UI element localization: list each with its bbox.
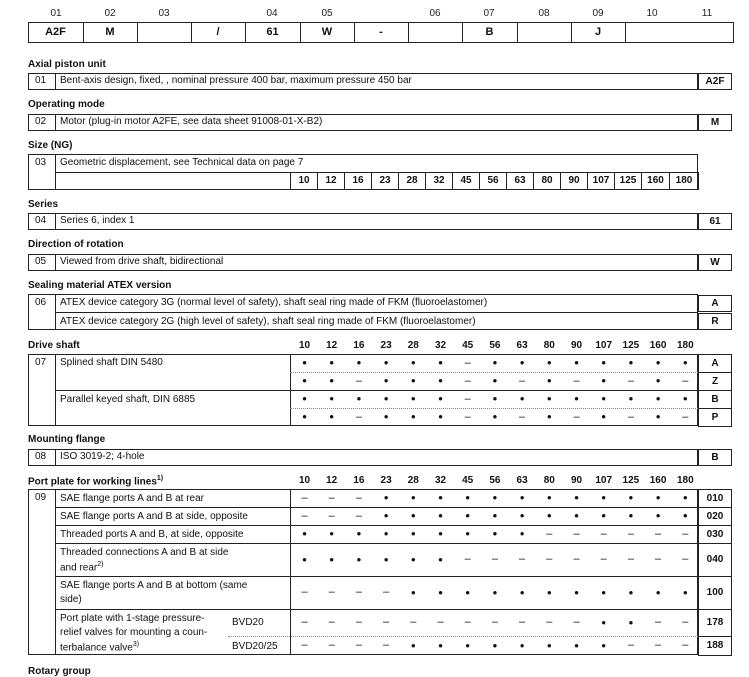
size-column-header: 56 <box>489 340 501 351</box>
available-mark: • <box>547 373 552 388</box>
available-mark: • <box>547 409 552 424</box>
available-mark: • <box>547 638 552 653</box>
size-value: 56 <box>479 172 507 190</box>
available-mark: • <box>601 373 606 388</box>
valve-label-line3 <box>60 641 139 653</box>
port-option-label: Threaded ports A and B, at side, opposite <box>60 529 244 540</box>
available-mark: • <box>329 373 334 388</box>
size-column-header: 28 <box>407 340 419 351</box>
available-mark: • <box>438 490 443 505</box>
available-mark: • <box>492 585 498 600</box>
available-mark: • <box>574 638 579 653</box>
available-mark: • <box>547 355 552 370</box>
available-mark: • <box>628 355 634 370</box>
option-code: W <box>698 254 732 271</box>
available-mark: • <box>492 391 498 406</box>
unavailable-mark: – <box>546 616 553 628</box>
code-value: J <box>594 26 602 38</box>
row-number: 05 <box>34 256 47 267</box>
code-value: W <box>321 26 333 38</box>
available-mark: • <box>655 508 661 523</box>
option-code: 010 <box>698 489 732 508</box>
position-number: 10 <box>646 8 658 19</box>
available-mark: • <box>683 585 688 600</box>
unavailable-mark: – <box>464 411 471 423</box>
available-mark: • <box>438 552 443 567</box>
size-column-header: 23 <box>380 340 392 351</box>
available-mark: • <box>519 508 525 523</box>
available-mark: • <box>465 638 470 653</box>
port-option-label-line2: side) <box>60 594 82 605</box>
label-line: and rear <box>60 562 98 574</box>
available-mark: • <box>492 355 498 370</box>
unavailable-mark: – <box>464 616 471 628</box>
unavailable-mark: – <box>328 616 335 628</box>
size-value: 45 <box>452 172 480 190</box>
option-code: 188 <box>698 636 732 656</box>
footnote-ref: 2) <box>97 561 104 568</box>
available-mark: • <box>547 585 552 600</box>
size-column-header: 180 <box>676 475 694 486</box>
available-mark: • <box>574 355 579 370</box>
available-mark: • <box>411 391 416 406</box>
available-mark: • <box>492 508 498 523</box>
unavailable-mark: – <box>355 510 362 522</box>
available-mark: • <box>329 409 334 424</box>
available-mark: • <box>601 391 606 406</box>
available-mark: • <box>465 585 470 600</box>
size-column-header: 23 <box>380 475 392 486</box>
unavailable-mark: – <box>627 553 634 565</box>
available-mark: • <box>655 585 661 600</box>
size-value: 80 <box>533 172 561 190</box>
row-number: 06 <box>34 297 47 308</box>
unavailable-mark: – <box>682 639 689 651</box>
sealing-option-3g: ATEX device category 3G (normal level of safety), shaft seal ring made of FKM (fluoroelastomer) <box>60 297 488 308</box>
size-column-header: 45 <box>462 340 474 351</box>
unavailable-mark: – <box>355 616 362 628</box>
port-option-label-line2 <box>60 561 103 573</box>
position-number: 02 <box>104 8 116 19</box>
unavailable-mark: – <box>519 553 526 565</box>
unavailable-mark: – <box>546 528 553 540</box>
unavailable-mark: – <box>301 616 308 628</box>
unavailable-mark: – <box>491 616 498 628</box>
available-mark: • <box>628 508 634 523</box>
option-code: 100 <box>698 576 732 610</box>
size-column-header: 12 <box>326 340 338 351</box>
size-column-header: 56 <box>489 475 501 486</box>
unavailable-mark: – <box>464 375 471 387</box>
unavailable-mark: – <box>464 393 471 405</box>
unavailable-mark: – <box>301 639 308 651</box>
unavailable-mark: – <box>600 528 607 540</box>
section-title-mounting: Mounting flange <box>28 434 106 445</box>
available-mark: • <box>547 490 552 505</box>
available-mark: • <box>628 585 634 600</box>
available-mark: • <box>683 490 688 505</box>
unavailable-mark: – <box>383 616 390 628</box>
unavailable-mark: – <box>355 411 362 423</box>
unavailable-mark: – <box>682 528 689 540</box>
available-mark: • <box>519 526 525 541</box>
unavailable-mark: – <box>301 492 308 504</box>
available-mark: • <box>383 526 389 541</box>
option-code: M <box>698 114 732 131</box>
unavailable-mark: – <box>464 553 471 565</box>
available-mark: • <box>383 409 389 424</box>
size-column-header: 160 <box>649 340 667 351</box>
available-mark: • <box>383 490 389 505</box>
size-column-header: 107 <box>595 475 613 486</box>
unavailable-mark: – <box>600 553 607 565</box>
row-description: Series 6, index 1 <box>60 215 135 226</box>
header-divider <box>408 22 409 43</box>
code-value: M <box>105 26 115 38</box>
size-column-header: 32 <box>434 475 447 486</box>
position-number: 01 <box>50 8 62 19</box>
available-mark: • <box>574 508 579 523</box>
position-number: 08 <box>538 8 550 19</box>
size-value: 32 <box>425 172 453 190</box>
size-value: 16 <box>344 172 372 190</box>
section-title-drive: Drive shaft <box>28 340 80 351</box>
option-code: 178 <box>698 609 732 637</box>
section-title-series: Series <box>28 199 59 210</box>
row-number: 07 <box>34 357 47 368</box>
port-option-label: SAE flange ports A and B at side, opposite <box>60 511 248 522</box>
available-mark: • <box>519 638 525 653</box>
unavailable-mark: – <box>573 411 580 423</box>
available-mark: • <box>601 508 606 523</box>
unavailable-mark: – <box>410 616 417 628</box>
code-value: - <box>379 26 383 38</box>
port-title-text: Port plate for working lines <box>28 476 157 488</box>
available-mark: • <box>655 373 661 388</box>
header-divider <box>137 22 138 43</box>
available-mark: • <box>655 409 661 424</box>
available-mark: • <box>356 526 362 541</box>
available-mark: • <box>438 585 443 600</box>
row-number: 03 <box>34 157 47 168</box>
unavailable-mark: – <box>573 375 580 387</box>
available-mark: • <box>411 526 416 541</box>
available-mark: • <box>411 552 416 567</box>
available-mark: • <box>547 391 552 406</box>
option-code: 030 <box>698 525 732 544</box>
row-number: 04 <box>34 215 47 226</box>
available-mark: • <box>302 391 307 406</box>
option-code: 61 <box>698 213 732 230</box>
available-mark: • <box>628 391 634 406</box>
available-mark: • <box>519 490 525 505</box>
size-value: 160 <box>641 172 670 190</box>
size-value: 107 <box>587 172 615 190</box>
option-code: P <box>698 408 732 427</box>
available-mark: • <box>628 615 634 630</box>
available-mark: • <box>492 373 498 388</box>
available-mark: • <box>383 552 389 567</box>
position-number: 09 <box>592 8 604 19</box>
unavailable-mark: – <box>437 616 444 628</box>
available-mark: • <box>547 508 552 523</box>
position-number: 06 <box>429 8 441 19</box>
unavailable-mark: – <box>573 616 580 628</box>
position-number: 11 <box>701 8 713 19</box>
unavailable-mark: – <box>682 553 689 565</box>
size-value: 180 <box>669 172 699 190</box>
footnote-ref: 3) <box>132 641 140 648</box>
position-number: 05 <box>321 8 333 19</box>
available-mark: • <box>356 552 362 567</box>
sealing-option-2g: ATEX device category 2G (high level of safety), shaft seal ring made of FKM (fluoroelastomer) <box>60 316 476 327</box>
unavailable-mark: – <box>383 586 390 598</box>
unavailable-mark: – <box>573 528 580 540</box>
row-number: 02 <box>34 116 47 127</box>
available-mark: • <box>655 355 661 370</box>
unavailable-mark: – <box>655 616 662 628</box>
unavailable-mark: – <box>627 639 634 651</box>
section-title-rotation: Direction of rotation <box>28 239 124 250</box>
row-description: ISO 3019-2; 4-hole <box>60 451 145 462</box>
size-column-header: 16 <box>353 340 365 351</box>
option-code: R <box>698 313 732 330</box>
size-value: 63 <box>506 172 534 190</box>
unavailable-mark: – <box>519 375 526 387</box>
available-mark: • <box>411 585 416 600</box>
available-mark: • <box>465 490 470 505</box>
header-divider <box>625 22 626 43</box>
unavailable-mark: – <box>655 553 662 565</box>
option-code: Z <box>698 372 732 391</box>
code-value: A2F <box>45 26 66 38</box>
available-mark: • <box>383 391 389 406</box>
drive-splined-label: Splined shaft DIN 5480 <box>60 357 163 368</box>
row-number: 09 <box>34 492 47 503</box>
available-mark: • <box>492 638 498 653</box>
size-column-header: 80 <box>543 475 555 486</box>
size-column-header: 10 <box>298 340 311 351</box>
position-number: 03 <box>158 8 170 19</box>
option-code: B <box>698 390 732 409</box>
port-option-label: SAE flange ports A and B at rear <box>60 493 204 504</box>
size-column-header: 180 <box>676 340 694 351</box>
section-title-port <box>28 475 163 487</box>
unavailable-mark: – <box>464 357 471 369</box>
unavailable-mark: – <box>328 510 335 522</box>
row-number: 08 <box>34 451 47 462</box>
option-code: A2F <box>698 73 732 90</box>
available-mark: • <box>329 526 334 541</box>
available-mark: • <box>601 638 606 653</box>
unavailable-mark: – <box>573 553 580 565</box>
available-mark: • <box>356 355 362 370</box>
size-value: 10 <box>290 172 318 190</box>
unavailable-mark: – <box>655 639 662 651</box>
available-mark: • <box>329 552 334 567</box>
option-code: 040 <box>698 543 732 577</box>
available-mark: • <box>655 391 661 406</box>
drive-keyed-label: Parallel keyed shaft, DIN 6885 <box>60 394 196 405</box>
unavailable-mark: – <box>546 553 553 565</box>
size-column-header: 16 <box>353 475 365 486</box>
available-mark: • <box>411 373 416 388</box>
available-mark: • <box>302 373 307 388</box>
available-mark: • <box>302 526 307 541</box>
available-mark: • <box>411 508 416 523</box>
size-column-header: 90 <box>570 475 583 486</box>
section-title-size: Size (NG) <box>28 140 73 151</box>
size-value: 90 <box>560 172 588 190</box>
section-title-operating: Operating mode <box>28 99 105 110</box>
available-mark: • <box>438 638 443 653</box>
available-mark: • <box>302 409 307 424</box>
available-mark: • <box>683 391 688 406</box>
row-description: Viewed from drive shaft, bidirectional <box>60 256 224 267</box>
label-line: terbalance valve <box>60 642 133 654</box>
available-mark: • <box>683 355 688 370</box>
option-code: A <box>698 295 732 312</box>
unavailable-mark: – <box>519 411 526 423</box>
available-mark: • <box>438 373 443 388</box>
available-mark: • <box>356 391 362 406</box>
code-value: 61 <box>266 26 279 38</box>
size-value: 12 <box>317 172 345 190</box>
unavailable-mark: – <box>682 616 689 628</box>
port-option-label: SAE flange ports A and B at bottom (same <box>60 580 248 591</box>
size-column-header: 63 <box>516 340 528 351</box>
row-description: Bent-axis design, fixed, , nominal pressure 400 bar, maximum pressure 450 bar <box>60 75 412 86</box>
size-column-header: 107 <box>595 340 613 351</box>
row-number: 01 <box>34 75 47 86</box>
available-mark: • <box>628 490 634 505</box>
row-description: Motor (plug-in motor A2FE, see data sheet 91008-01-X-B2) <box>60 116 323 127</box>
size-column-header: 10 <box>298 475 311 486</box>
size-column-header: 45 <box>462 475 474 486</box>
section-title-axial: Axial piston unit <box>28 59 106 70</box>
unavailable-mark: – <box>355 492 362 504</box>
available-mark: • <box>519 355 525 370</box>
footnote-ref: 1) <box>156 475 164 482</box>
available-mark: • <box>519 585 525 600</box>
available-mark: • <box>383 508 389 523</box>
unavailable-mark: – <box>627 375 634 387</box>
size-value: 28 <box>398 172 426 190</box>
size-column-header: 90 <box>570 340 583 351</box>
unavailable-mark: – <box>682 375 689 387</box>
available-mark: • <box>492 409 498 424</box>
available-mark: • <box>302 355 307 370</box>
available-mark: • <box>438 355 443 370</box>
position-number: 07 <box>483 8 495 19</box>
unavailable-mark: – <box>355 639 362 651</box>
available-mark: • <box>655 490 661 505</box>
size-value: 23 <box>371 172 399 190</box>
unavailable-mark: – <box>627 411 634 423</box>
size-column-header: 28 <box>407 475 419 486</box>
row-description: Geometric displacement, see Technical data on page 7 <box>60 157 304 168</box>
unavailable-mark: – <box>328 639 335 651</box>
available-mark: • <box>383 355 389 370</box>
available-mark: • <box>411 355 416 370</box>
unavailable-mark: – <box>301 510 308 522</box>
unavailable-mark: – <box>328 586 335 598</box>
size-column-header: 125 <box>622 340 640 351</box>
position-number: 04 <box>266 8 278 19</box>
available-mark: • <box>492 526 498 541</box>
available-mark: • <box>574 585 579 600</box>
size-column-header: 80 <box>543 340 555 351</box>
available-mark: • <box>601 585 606 600</box>
unavailable-mark: – <box>655 528 662 540</box>
code-value: / <box>216 26 220 38</box>
available-mark: • <box>438 409 443 424</box>
available-mark: • <box>601 490 606 505</box>
available-mark: • <box>329 391 334 406</box>
unavailable-mark: – <box>383 639 390 651</box>
unavailable-mark: – <box>627 528 634 540</box>
available-mark: • <box>601 355 606 370</box>
available-mark: • <box>302 552 307 567</box>
option-code: B <box>698 449 732 466</box>
available-mark: • <box>519 391 525 406</box>
option-code: 020 <box>698 507 732 526</box>
section-title-sealing: Sealing material ATEX version <box>28 280 172 291</box>
available-mark: • <box>411 409 416 424</box>
available-mark: • <box>601 615 606 630</box>
available-mark: • <box>465 508 470 523</box>
code-value: B <box>485 26 494 38</box>
available-mark: • <box>574 391 579 406</box>
section-title-rotary: Rotary group <box>28 666 91 677</box>
available-mark: • <box>465 526 470 541</box>
unavailable-mark: – <box>355 375 362 387</box>
valve-type-bvd20: BVD20 <box>232 617 264 628</box>
unavailable-mark: – <box>519 616 526 628</box>
available-mark: • <box>601 409 606 424</box>
available-mark: • <box>683 508 688 523</box>
header-divider <box>517 22 518 43</box>
available-mark: • <box>329 355 334 370</box>
size-column-header: 160 <box>649 475 667 486</box>
unavailable-mark: – <box>491 553 498 565</box>
size-column-header: 12 <box>326 475 338 486</box>
available-mark: • <box>574 490 579 505</box>
valve-label-line2: relief valves for mounting a coun- <box>60 627 208 638</box>
unavailable-mark: – <box>301 586 308 598</box>
available-mark: • <box>438 391 443 406</box>
available-mark: • <box>492 490 498 505</box>
valve-type-bvd20-25: BVD20/25 <box>232 641 278 652</box>
unavailable-mark: – <box>355 586 362 598</box>
unavailable-mark: – <box>682 411 689 423</box>
available-mark: • <box>383 373 389 388</box>
available-mark: • <box>411 490 416 505</box>
option-code: A <box>698 354 732 373</box>
port-option-label: Threaded connections A and B at side <box>60 547 229 558</box>
valve-label-line1: Port plate with 1-stage pressure- <box>60 613 205 624</box>
available-mark: • <box>438 508 443 523</box>
size-column-header: 63 <box>516 475 528 486</box>
size-column-header: 125 <box>622 475 640 486</box>
size-column-header: 32 <box>434 340 447 351</box>
size-value: 125 <box>614 172 642 190</box>
unavailable-mark: – <box>328 492 335 504</box>
available-mark: • <box>438 526 443 541</box>
available-mark: • <box>411 638 416 653</box>
